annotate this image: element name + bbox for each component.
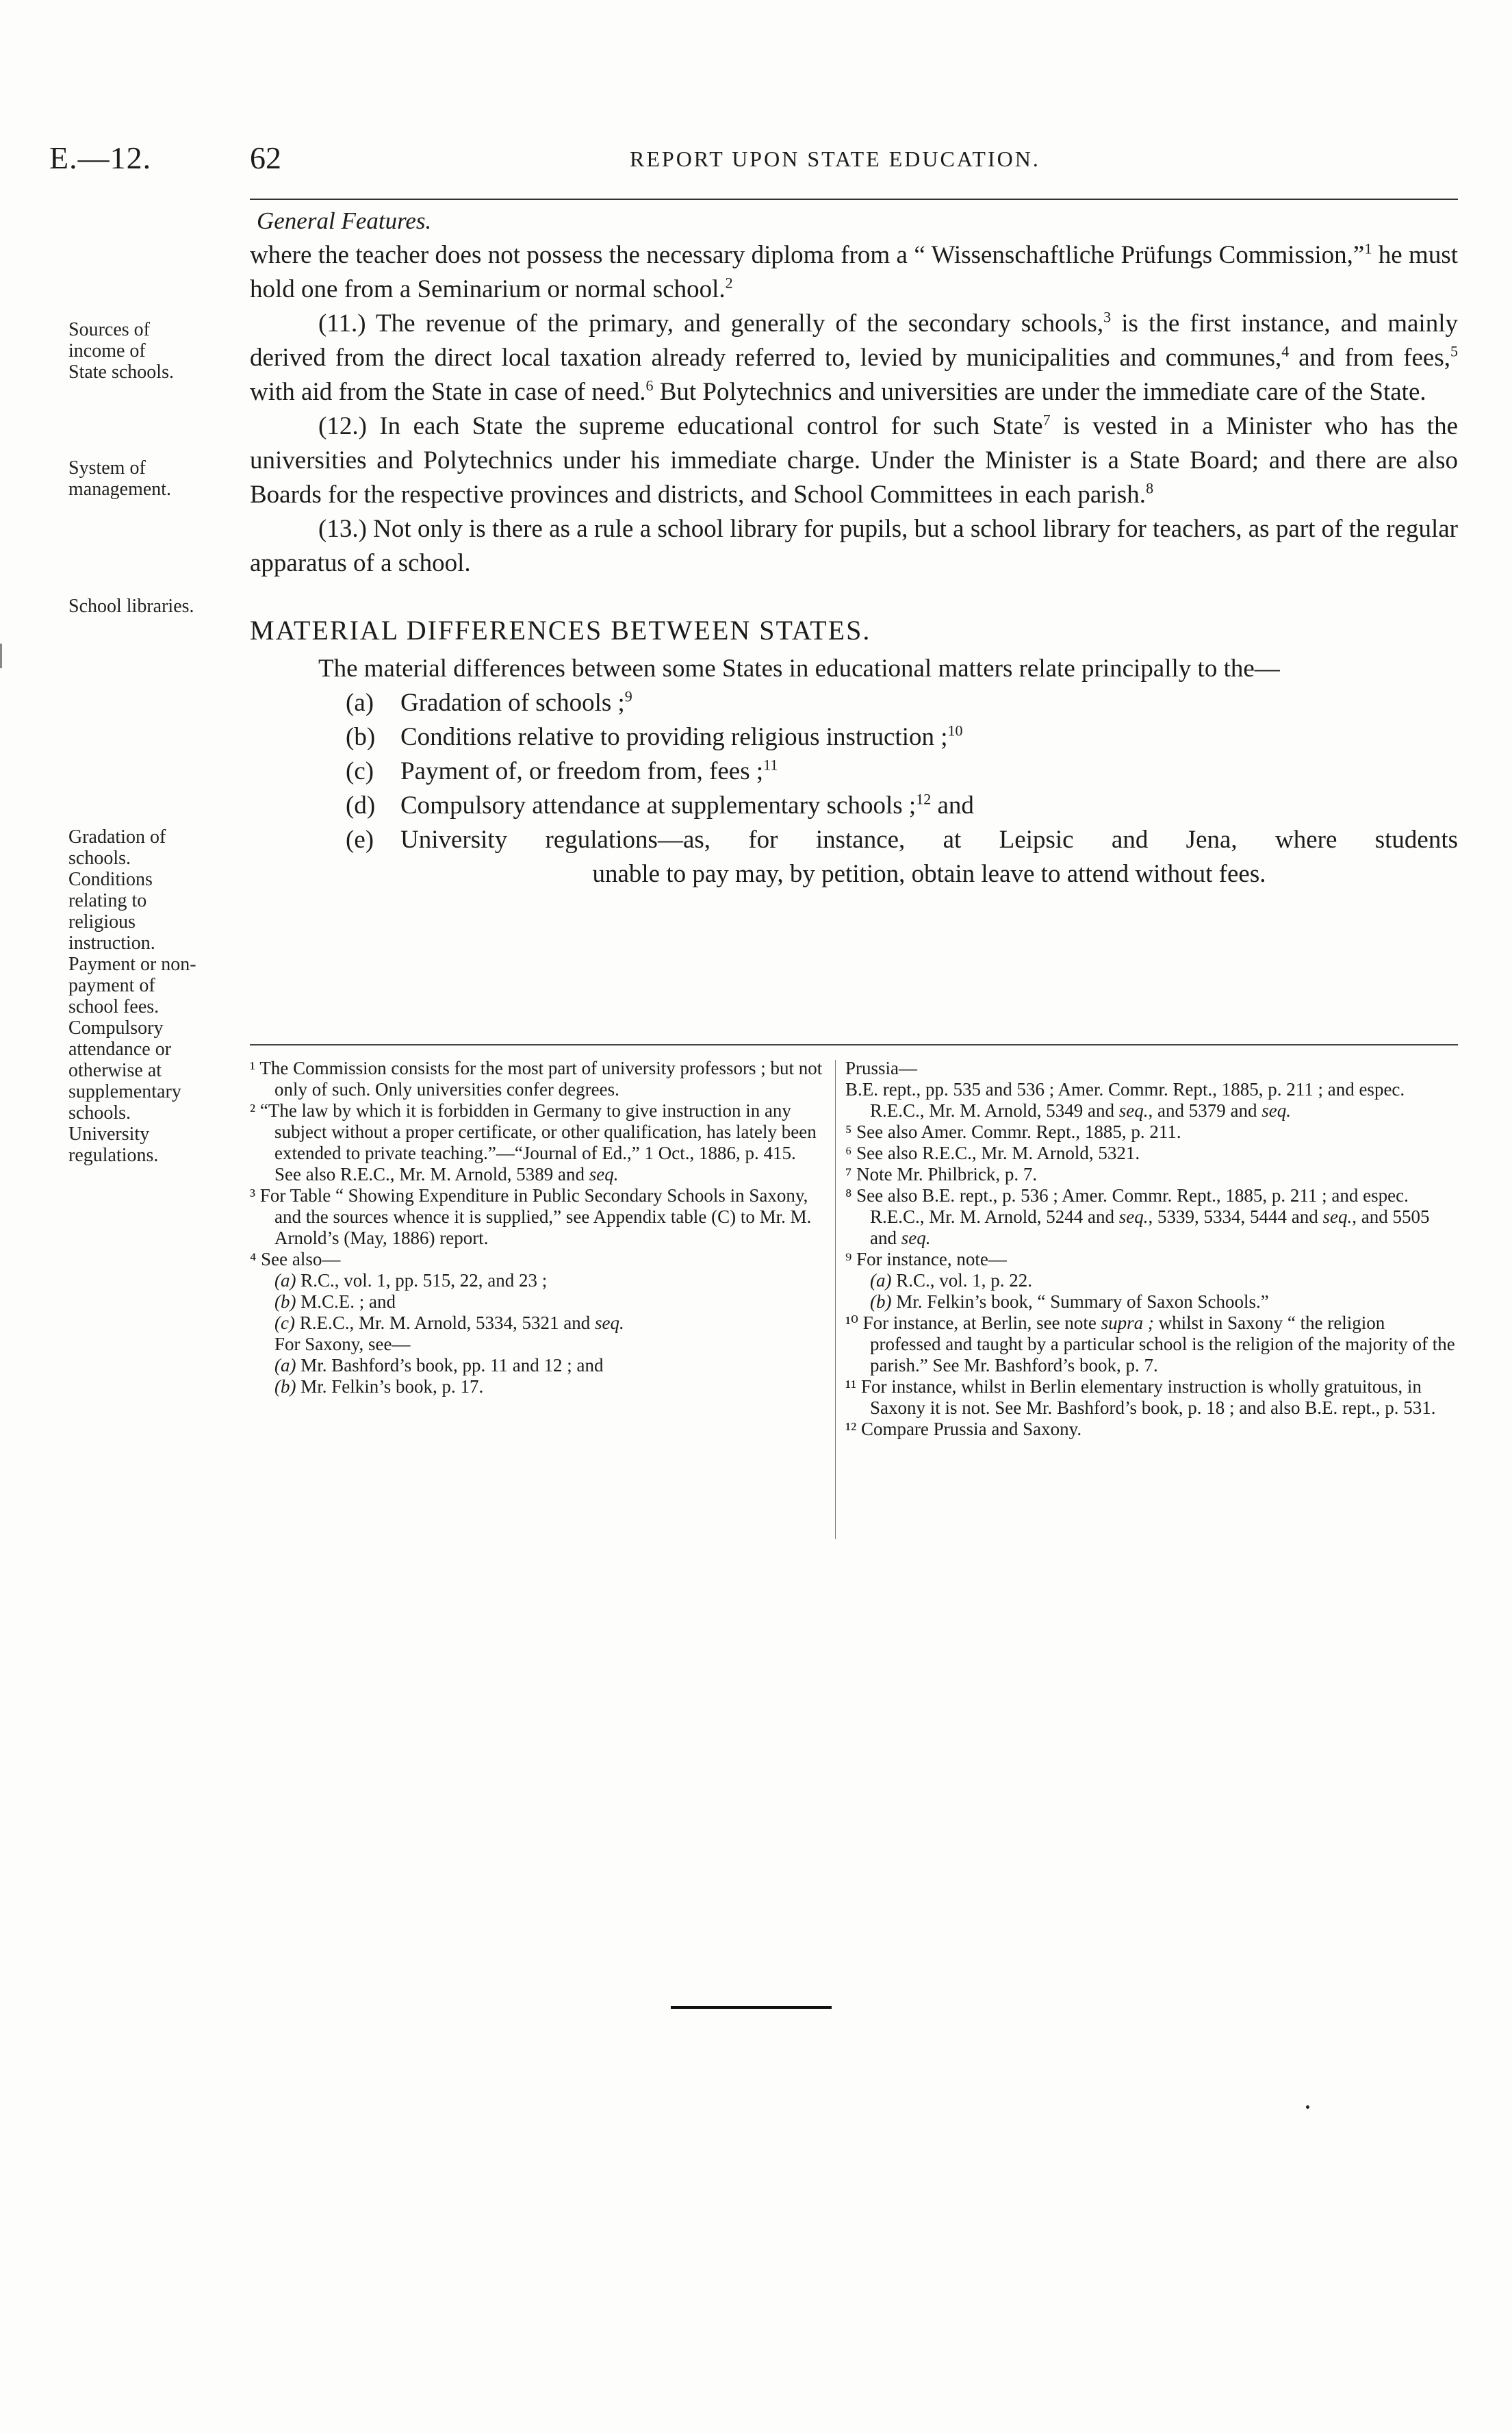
footnote-4: ⁴ See also— (a) R.C., vol. 1, pp. 515, 22, and 23 ; (b) M.C.E. ; and (c) R.E.C., Mr. M. Arnold, 5334, 5321 and seq. For Saxony, see— (a) Mr. Bashford’s book, pp. 11 and 12 ; and (b) Mr. Felkin’s book, p. 17. — [250, 1249, 624, 1397]
paragraph-continuation: where the teacher does not possess the necessary diploma from a “ Wissenschaftliche Prüfungs Commission,”$^1$ he must hold one from a Seminarium or normal school.$^2$ — [250, 240, 1458, 303]
sidenote-libraries: School libraries. — [68, 596, 194, 617]
list-item: (d) Compulsory attendance at supplementary schools ;$^{12}$ and — [346, 790, 974, 820]
end-rule — [671, 2006, 832, 2009]
running-title: REPORT UPON STATE EDUCATION. — [630, 147, 1040, 171]
footnote-8: ⁸ See also B.E. rept., p. 536 ; Amer. Commr. Rept., 1885, p. 211 ; and espec. R.E.C., Mr. M. Arnold, 5244 and seq., 5339, 5334, 5444 and seq., and 5505 and seq. — [845, 1185, 1430, 1248]
sidenote-sources: Sources of income of State schools. — [68, 319, 174, 383]
footnotes-left — [250, 1058, 825, 1397]
footnote-12: ¹² Compare Prussia and Saxony. — [845, 1419, 1082, 1439]
footnote-5: ⁵ See also Amer. Commr. Rept., 1885, p. 211. — [845, 1121, 1181, 1142]
header-code: E.—12. — [49, 140, 152, 175]
footnote-6: ⁶ See also R.E.C., Mr. M. Arnold, 5321. — [845, 1143, 1140, 1163]
paragraph-13: (13.) Not only is there as a rule a school library for pupils, but a school library for teachers, as part of the regular apparatus of a school. — [250, 515, 1458, 577]
differences-list — [346, 686, 1458, 891]
sidenote-list: Gradation of schools. Conditions relating to religious instruction. Payment or non- payment of school fees. Compulsory attendance or otherwise at supplementary schools. University regulations. — [68, 826, 196, 1166]
footnote-11: ¹¹ For instance, whilst in Berlin elementary instruction is wholly gratuitous, in Saxony it is not. See Mr. Bashford’s book, p. 18 ; and also B.E. rept., p. 531. — [845, 1376, 1436, 1418]
intro-paragraph: The material differences between some States in educational matters relate principally to the— — [318, 655, 1280, 683]
header-rule — [250, 199, 1458, 200]
sidenote-system: System of management. — [68, 457, 172, 500]
footnote-rule — [250, 1044, 1458, 1045]
footnote-4-continued: Prussia— B.E. rept., pp. 535 and 536 ; Amer. Commr. Rept., 1885, p. 211 ; and espec. R.E.C., Mr. M. Arnold, 5349 and seq., and 5379 and seq. — [845, 1058, 1405, 1121]
paragraph-11: (11.) The revenue of the primary, and generally of the secondary schools,$^3$ is the first instance, and mainly derived from the direct local taxation already referred to, levied by municipalities and communes,$^4$ and from fees,$^5$ with aid from the State in case of need.$^6$ But Polytechnics and universities are under the immediate care of the State. — [250, 308, 1458, 406]
footnote-7: ⁷ Note Mr. Philbrick, p. 7. — [845, 1164, 1038, 1184]
page-edge-mark — [0, 644, 2, 668]
list-item: (e) University regulations—as, for instance, at Leipsic and Jena, where students unable to pay may, by petition, obtain leave to attend without fees. — [346, 826, 1458, 888]
paragraph-12: (12.) In each State the supreme educational control for such State$^7$ is vested in a Minister who has the universities and Polytechnics under his immediate charge. Under the Minister is a State Board; and there are also Boards for the respective provinces and districts, and School Committees in each parish.$^8$ — [250, 411, 1459, 509]
page-number: 62 — [250, 140, 281, 175]
section-label: General Features. — [257, 207, 432, 234]
footnote-2: ² “The law by which it is forbidden in Germany to give instruction in any subject without a proper certificate, or other qualification, has lately been extended to private teaching.”—“Journal of Ed.,” 1 Oct., 1886, p. 415. See also R.E.C., Mr. M. Arnold, 5389 and seq. — [250, 1100, 817, 1184]
footnote-10: ¹⁰ For instance, at Berlin, see note supra ; whilst in Saxony “ the religion professed and taught by a particular school is the religion of the majority of the parish.” See Mr. Bashford’s book, p. 7. — [845, 1313, 1455, 1376]
list-item: (c) Payment of, or freedom from, fees ;$^{11}$ — [346, 756, 778, 785]
list-item: (b) Conditions relative to providing religious instruction ;$^{10}$ — [346, 722, 963, 751]
list-item: (a) Gradation of schools ;$^9$ — [346, 687, 632, 717]
footnote-1: ¹ The Commission consists for the most part of university professors ; but not only of such. Only universities confer degrees. — [250, 1058, 823, 1100]
main-text — [250, 204, 1458, 891]
stray-mark — [1306, 2105, 1309, 2109]
footnotes-right — [845, 1058, 1458, 1440]
footnote-column-divider — [835, 1060, 836, 1539]
footnote-3: ³ For Table “ Showing Expenditure in Public Secondary Schools in Saxony, and the sources whence it is supplied,” see Appendix table (C) to Mr. M. Arnold’s (May, 1886) report. — [250, 1185, 812, 1248]
section-heading: MATERIAL DIFFERENCES BETWEEN STATES. — [250, 615, 871, 646]
footnote-9: ⁹ For instance, note— (a) R.C., vol. 1, p. 22. (b) Mr. Felkin’s book, “ Summary of Saxon Schools.” — [845, 1249, 1269, 1312]
